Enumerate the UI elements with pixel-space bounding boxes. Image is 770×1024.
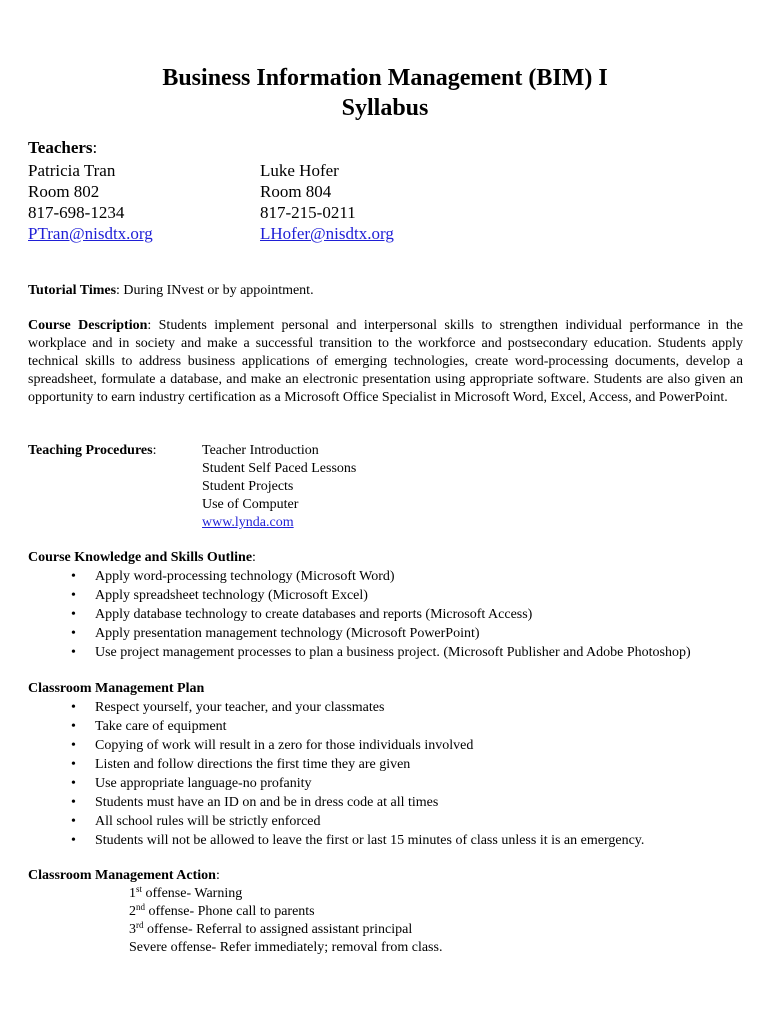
- knowledge-list: [28, 567, 743, 662]
- list-item: 2nd offense- Phone call to parents: [129, 902, 315, 919]
- list-item: Student Self Paced Lessons: [202, 461, 357, 476]
- teacher-card: [260, 160, 394, 244]
- teacher-card: [28, 160, 153, 244]
- list-item: 1st offense- Warning: [129, 884, 243, 901]
- list-item: • Use appropriate language-no profanity: [28, 774, 743, 793]
- teachers-label: Teachers: [28, 138, 93, 157]
- management-action-label: Classroom Management Action: [28, 868, 216, 883]
- list-item: Student Projects: [202, 479, 294, 494]
- course-description-text: : Students implement personal and interpersonal skills to strengthen individual performance in the workplace and in society and make a successful transition to the workforce and postsecondary education. Students apply technical skills to address business applications of emerging technologies, create word-processing documents, develop a spreadsheet, formulate a database, and make an electronic presentation using appropriate software. Students are also given an opportunity to earn industry certification as a Microsoft Office Specialist in Microsoft Word, Excel, Access, and PowerPoint.: [28, 318, 743, 405]
- list-item: • Apply database technology to create databases and reports (Microsoft Access): [28, 605, 743, 624]
- lynda-link[interactable]: www.lynda.com: [202, 515, 294, 530]
- management-action: Classroom Management Action: 1st offense- Warning 2nd offense- Phone call to parents 3rd offense- Referral to assigned assistant principal Severe offense- Refer immediately; removal from class.: [28, 867, 743, 957]
- list-item: • Take care of equipment: [28, 717, 743, 736]
- list-item: • Apply spreadsheet technology (Microsoft Excel): [28, 586, 743, 605]
- list-item: • Apply presentation management technology (Microsoft PowerPoint): [28, 624, 743, 643]
- teacher-email-link[interactable]: PTran@nisdtx.org: [28, 224, 153, 243]
- teachers-heading: Teachers:: [28, 138, 98, 157]
- list-item: Severe offense- Refer immediately; removal from class.: [129, 940, 443, 955]
- list-item: 3rd offense- Referral to assigned assistant principal: [129, 920, 413, 937]
- management-plan-list: [28, 698, 743, 850]
- management-plan: [28, 680, 743, 850]
- teaching-procedures-label: Teaching Procedures: [28, 443, 153, 458]
- teachers-section: [28, 137, 394, 243]
- action-list: [129, 885, 743, 957]
- course-description: [28, 317, 743, 407]
- management-plan-label: Classroom Management Plan: [28, 681, 205, 696]
- teacher-name: Luke Hofer: [260, 161, 339, 180]
- procedures-list: [202, 442, 356, 532]
- list-item: • Students will not be allowed to leave the first or last 15 minutes of class unless it is an emergency.: [28, 831, 743, 850]
- teacher-phone: 817-698-1234: [28, 203, 125, 222]
- list-item: • All school rules will be strictly enforced: [28, 812, 743, 831]
- knowledge-outline: Course Knowledge and Skills Outline: • Apply word-processing technology (Microsoft Word) • Apply spreadsheet technology (Microsoft Excel) • Apply database technology to create databases and reports (Microsoft Access) • Apply presentation management technology (Microsoft PowerPoint) • Use project management processes to plan a business project. (Microsoft Publisher and Adobe Photoshop): [28, 549, 743, 662]
- tutorial-times: [28, 282, 743, 300]
- list-item: • Use project management processes to plan a business project. (Microsoft Publisher and Adobe Photoshop): [28, 643, 743, 662]
- list-item: Teacher Introduction: [202, 443, 319, 458]
- teacher-phone: 817-215-0211: [260, 203, 356, 222]
- page-title: Business Information Management (BIM) I: [162, 65, 608, 91]
- list-item: • Respect yourself, your teacher, and your classmates: [28, 698, 743, 717]
- teacher-name: Patricia Tran: [28, 161, 116, 180]
- list-item: Use of Computer: [202, 497, 299, 512]
- list-item: • Apply word-processing technology (Microsoft Word): [28, 567, 743, 586]
- tutorial-label: Tutorial Times: [28, 283, 117, 298]
- tutorial-text: : During INvest or by appointment.: [116, 283, 314, 298]
- teaching-procedures: Teaching Procedures: Teacher Introduction Student Self Paced Lessons Student Projects Use of Computer www.lynda.com: [28, 443, 357, 530]
- teacher-room: Room 804: [260, 182, 332, 201]
- page-subtitle: Syllabus: [341, 95, 429, 121]
- teacher-email-link[interactable]: LHofer@nisdtx.org: [260, 224, 394, 243]
- list-item: • Listen and follow directions the first time they are given: [28, 755, 743, 774]
- list-item: • Students must have an ID on and be in dress code at all times: [28, 793, 743, 812]
- knowledge-outline-label: Course Knowledge and Skills Outline: [28, 550, 253, 565]
- teacher-room: Room 802: [28, 182, 100, 201]
- course-description-label: Course Description: [28, 318, 148, 333]
- list-item: • Copying of work will result in a zero for those individuals involved: [28, 736, 743, 755]
